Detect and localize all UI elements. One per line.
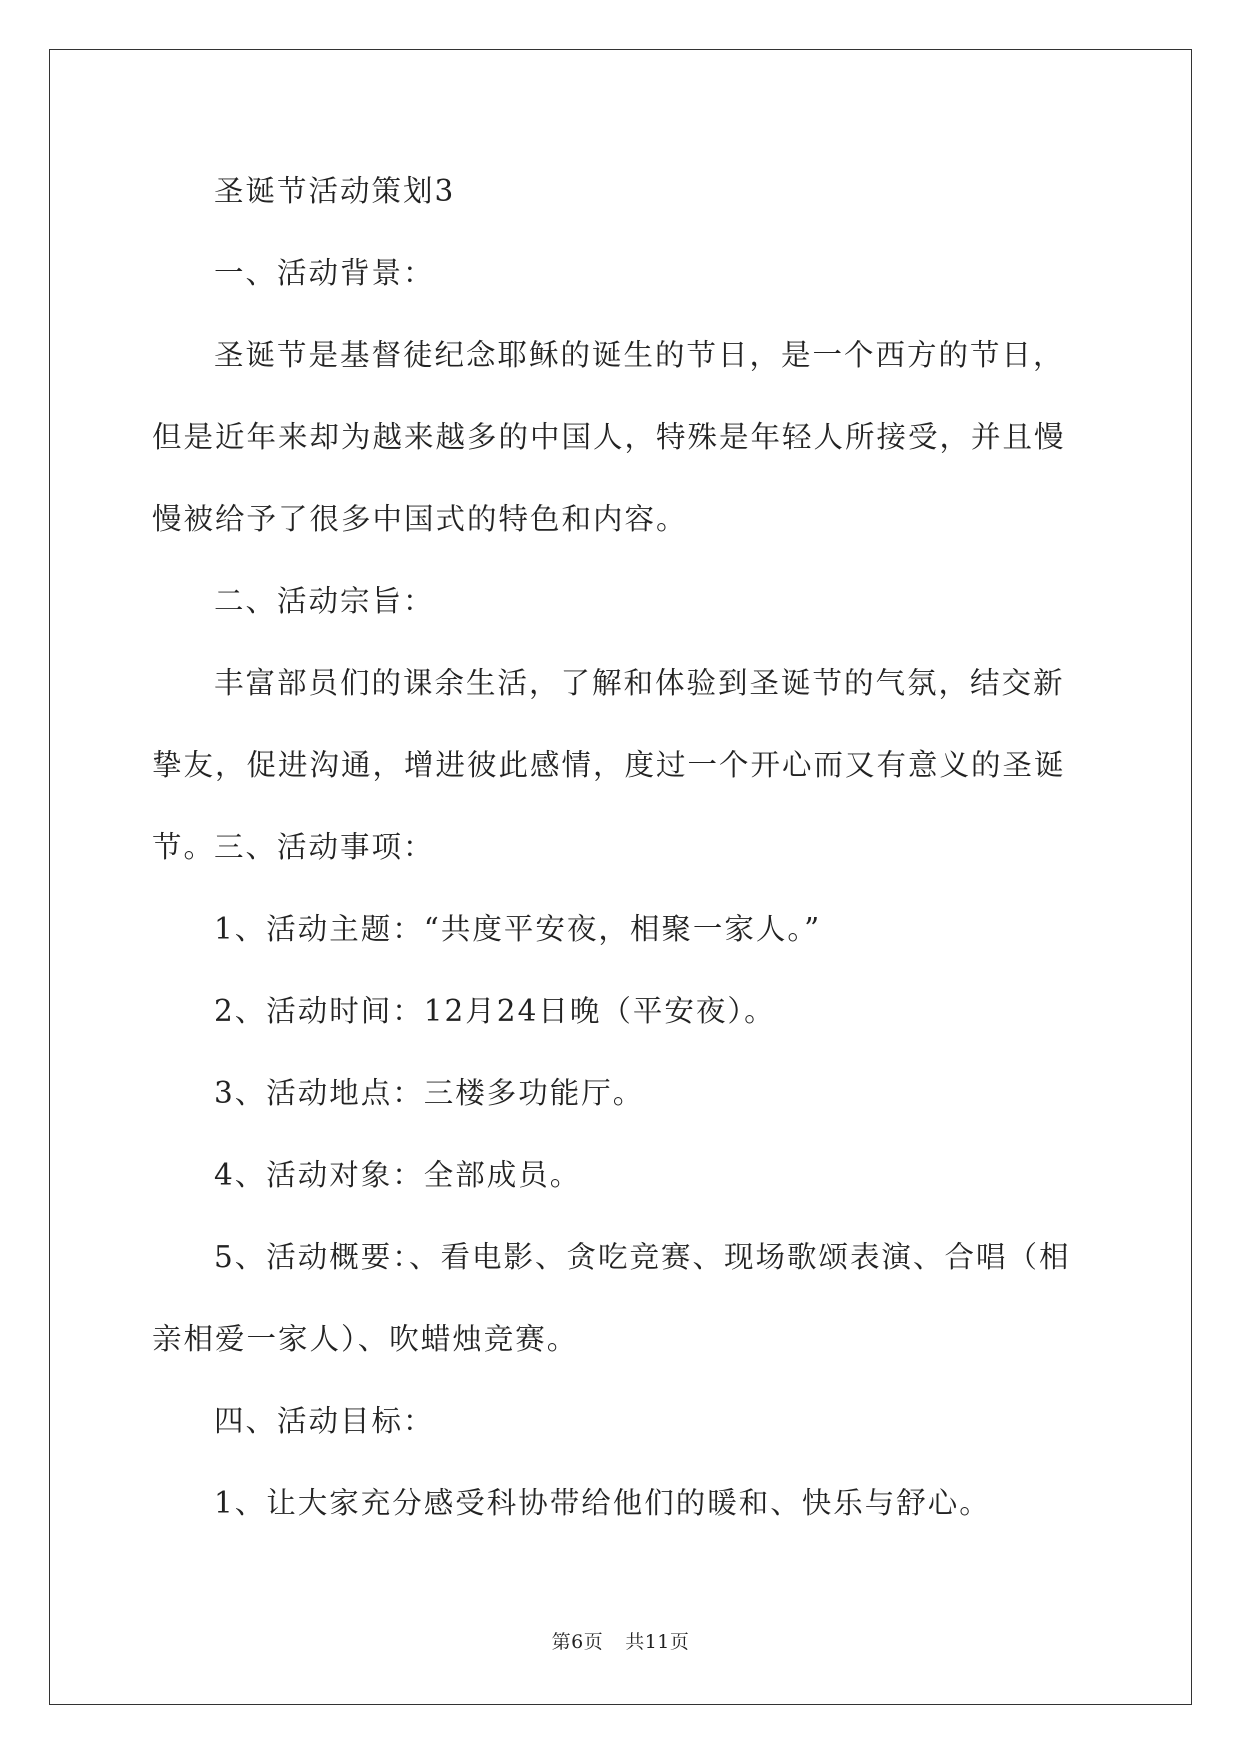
list-item-audience: 4、活动对象：全部成员。 — [214, 1158, 582, 1192]
page-number: 第6页 — [551, 1631, 604, 1653]
page-total: 共11页 — [625, 1631, 690, 1653]
paragraph-background: 圣诞节是基督徒纪念耶稣的诞生的节日，是一个西方的节日，但是近年来却为越来越多的中国人，特殊是年轻人所接受，并且慢慢被给予了很多中国式的特色和内容。 — [152, 338, 1066, 536]
section-heading-purpose: 二、活动宗旨： — [214, 584, 435, 618]
list-item-location: 3、活动地点：三楼多功能厅。 — [214, 1076, 645, 1110]
section-heading-background: 一、活动背景： — [214, 256, 435, 290]
document-title: 圣诞节活动策划3 — [214, 174, 456, 208]
paragraph-purpose: 丰富部员们的课余生活，了解和体验到圣诞节的气氛，结交新挚友，促进沟通，增进彼此感情，度过一个开心而又有意义的圣诞节。 — [152, 666, 1066, 864]
list-item-overview: 5、活动概要：、看电影、贪吃竞赛、现场歌颂表演、合唱（相亲相爱一家人）、吹蜡烛竞赛。 — [152, 1240, 1071, 1356]
page-footer — [0, 1627, 1241, 1654]
list-item-goal-1: 1、让大家充分感受科协带给他们的暖和、快乐与舒心。 — [214, 1486, 991, 1520]
section-heading-items: 三、活动事项： — [214, 830, 435, 864]
list-item-time: 2、活动时间：12月24日晚（平安夜）。 — [214, 994, 776, 1028]
section-heading-goals: 四、活动目标： — [214, 1404, 435, 1438]
list-item-theme: 1、活动主题：“共度平安夜，相聚一家人。” — [214, 912, 822, 946]
